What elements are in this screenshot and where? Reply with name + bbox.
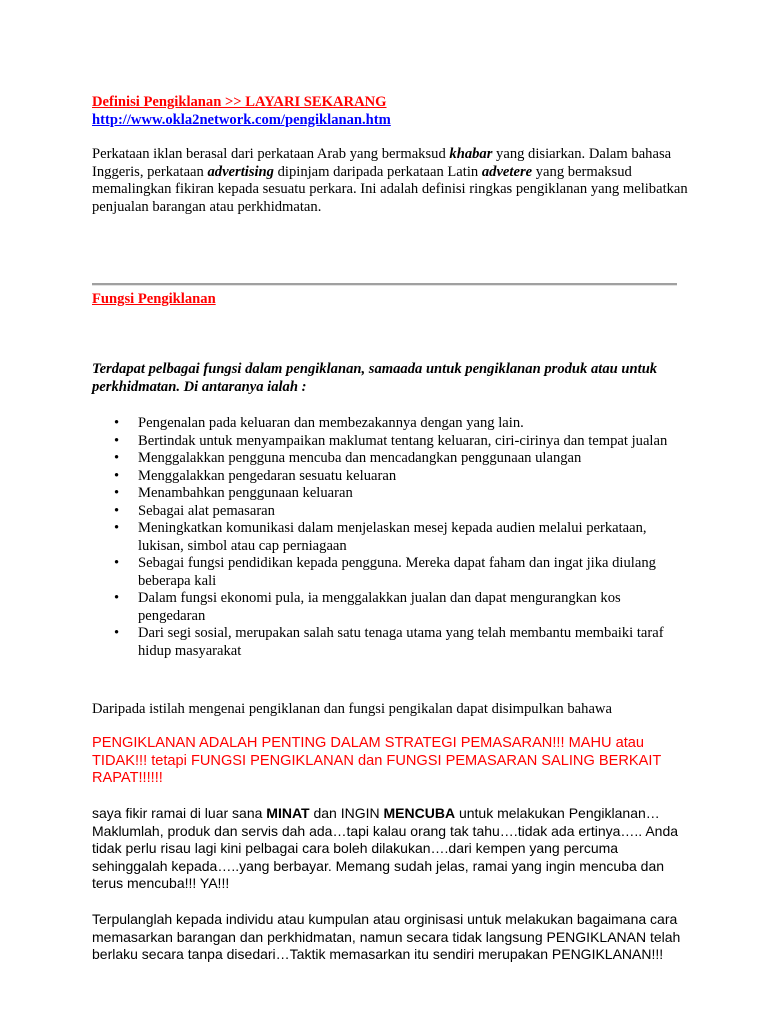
list-item: • Bertindak untuk menyampaikan maklumat tentang keluaran, ciri-cirinya dan tempat jualan (92, 433, 682, 451)
word-mencuba: MENCUBA (383, 805, 456, 821)
list-item: • Dalam fungsi ekonomi pula, ia menggalakkan jualan dan dapat mengurangkan kos pengedaran (92, 590, 682, 625)
term-khabar: khabar (449, 146, 493, 162)
header-block (92, 94, 692, 216)
body-paragraph-1: saya fikir ramai di luar sana MINAT dan INGIN MENCUBA untuk melakukan Pengiklanan…Maklumlah, produk dan servis dah ada…tapi kalau orang tak tahu….tidak ada ertinya….. Anda tidak perlu risau lagi kini pelbagai cara boleh dilakukan….dari kempen yang percuma sehinggalah kepada…..yang berbayar. Memang sudah jelas, ramai yang ingin mencuba dan terus mencuba!!! YA!!! (92, 805, 679, 891)
list-item: • Sebagai fungsi pendidikan kepada pengguna. Mereka dapat faham dan ingat jika diulang beberapa kali (92, 555, 682, 590)
list-item: • Menggalakkan pengedaran sesuatu keluaran (92, 468, 682, 486)
list-item: • Dari segi sosial, merupakan salah satu tenaga utama yang telah membantu membaiki taraf hidup masyarakat (92, 625, 682, 660)
list-item: • Sebagai alat pemasaran (92, 503, 682, 521)
intro-paragraph: Perkataan iklan berasal dari perkataan Arab yang bermaksud khabar yang disiarkan. Dalam bahasa Inggeris, perkataan advertising dipinjam daripada perkataan Latin advetere yang bermaksud memalingkan fikiran kepada sesuatu perkara. Ini adalah definisi ringkas pengiklanan yang melibatkan penjualan barangan atau perkhidmatan. (92, 146, 688, 215)
term-advertising: advertising (207, 163, 274, 180)
horizontal-divider (92, 283, 677, 286)
list-item: • Pengenalan pada keluaran dan membezakannya dengan yang lain. (92, 415, 682, 433)
emphasis-text: PENGIKLANAN ADALAH PENTING DALAM STRATEGI PEMASARAN!!! MAHU atau TIDAK!!! tetapi FUNGSI PENGIKLANAN dan FUNGSI PEMASARAN SALING BERKAIT RAPAT!!!!!! (92, 735, 662, 786)
section-lead: Terdapat pelbagai fungsi dalam pengiklanan, samaada untuk pengiklanan produk atau untuk perkhidmatan. Di antaranya ialah : (92, 361, 658, 395)
section-title-link[interactable]: Fungsi Pengiklanan (92, 291, 216, 307)
list-item: • Menggalakkan pengguna mencuba dan mencadangkan penggunaan ulangan (92, 450, 682, 468)
word-minat: MINAT (266, 805, 310, 821)
source-url-link[interactable]: http://www.okla2network.com/pengiklanan.htm (92, 111, 391, 128)
page-title-link[interactable]: Definisi Pengiklanan >> LAYARI SEKARANG (92, 94, 387, 110)
list-item: • Meningkatkan komunikasi dalam menjelaskan mesej kepada audien melalui perkataan, lukisan, simbol atau cap perniagaan (92, 520, 682, 555)
list-item: • Menambahkan penggunaan keluaran (92, 485, 682, 503)
term-advetere: advetere (481, 163, 533, 180)
function-list (92, 415, 682, 660)
body-paragraph-2: Terpulanglah kepada individu atau kumpulan atau orginisasi untuk melakukan bagaimana cara memasarkan barangan dan perkhidmatan, namun secara tidak langsung PENGIKLANAN telah berlaku secara tanpa disedari…Taktik memasarkan itu sendiri merupakan PENGIKLANAN!!! (92, 911, 681, 962)
conclusion-text: Daripada istilah mengenai pengiklanan dan fungsi pengikalan dapat disimpulkan bahawa (92, 701, 612, 717)
